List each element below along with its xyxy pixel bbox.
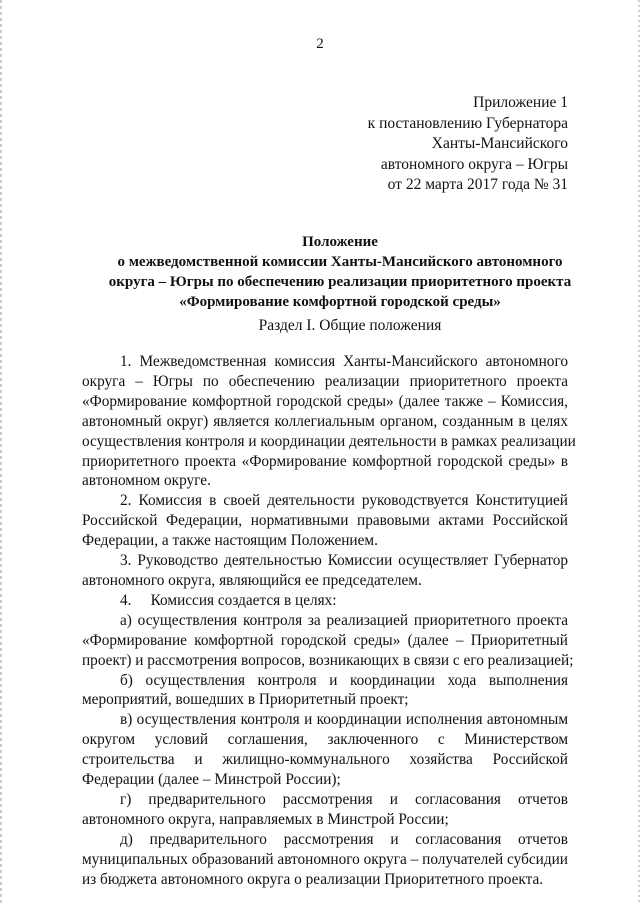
item-d-line: д) предварительного рассмотрения и согласования отчетов [120,830,568,848]
item-v-line: округом условий соглашения, заключенного с Министерством [82,731,568,749]
appendix-line: к постановлению Губернатора [367,114,568,132]
title-line: «Формирование комфортной городской среды» [179,294,501,310]
item-v-line: в) осуществления контроля и координации исполнения автономным [120,711,568,729]
paragraph-1-line: округа – Югры по обеспечению реализации приоритетного проекта [82,372,568,390]
appendix-block [368,93,568,196]
paragraph-1-line: автономный округ) является коллегиальным органом, созданным в целях [82,412,568,430]
page-number: 2 [316,36,324,52]
body-text [82,352,576,889]
item-g-line: автономного округа, направляемых в Минстрой России; [82,810,449,828]
item-b-line: мероприятий, вошедших в Приоритетный проект; [82,691,409,709]
title-line: о межведомственной комиссии Ханты-Мансийского автономного [117,254,563,270]
item-d-line: муниципальных образований автономного округа – получателей субсидии [82,850,568,868]
item-v-line: Федерации (далее – Минстрой России); [82,771,341,789]
item-a-line: а) осуществления контроля за реализацией приоритетного проекта [120,611,568,629]
paragraph-2-line: Российской Федерации, нормативными правовыми актами Российской [82,512,568,530]
item-d-line: из бюджета автономного округа о реализации Приоритетного проекта. [82,870,544,888]
paragraph-1-line: 1. Межведомственная комиссия Ханты-Мансийского автономного [120,353,568,370]
appendix-line: от 22 марта 2017 года № 31 [387,176,568,193]
item-v-line: строительства и жилищно-коммунального хозяйства Российской [82,751,568,769]
paragraph-1-line: «Формирование комфортной городской среды» (далее также – Комиссия, [82,392,568,410]
paragraph-3-line: автономного округа, являющийся ее председателем. [82,571,422,589]
paragraph-2-line: Федерации, а также настоящим Положением. [82,532,378,550]
appendix-line: Приложение 1 [473,94,568,111]
paragraph-3-line: 3. Руководство деятельностью Комиссии осуществляет Губернатор [120,552,568,570]
paragraph-1-line: осуществления контроля и координации деятельности в рамках реализации [82,432,576,450]
paragraph-2-line: 2. Комиссия в своей деятельности руководствуется Конституцией [120,492,568,510]
paragraph-1-line: автономном округе. [82,472,211,490]
appendix-line: автономного округа – Югры [380,155,568,173]
item-a-line: проект) и рассмотрения вопросов, возникающих в связи с его реализацией; [82,651,574,669]
item-b-line: б) осуществления контроля и координации хода выполнения [120,671,568,689]
section-heading: Раздел I. Общие положения [258,317,442,334]
scan-edge-left [0,0,2,905]
item-g-line: г) предварительного рассмотрения и согласования отчетов [120,790,568,808]
title-line: Положение [302,234,378,250]
appendix-line: Ханты-Мансийского [431,135,568,152]
document-title [100,232,580,312]
title-line: округа – Югры по обеспечению реализации приоритетного проекта [108,274,572,290]
item-a-line: «Формирование комфортной городской среды» (далее – Приоритетный [82,631,568,649]
paragraph-4-line: 4. Комиссия создается в целях: [120,591,337,609]
paragraph-1-line: приоритетного проекта «Формирование комфортной городской среды» в [82,452,568,470]
